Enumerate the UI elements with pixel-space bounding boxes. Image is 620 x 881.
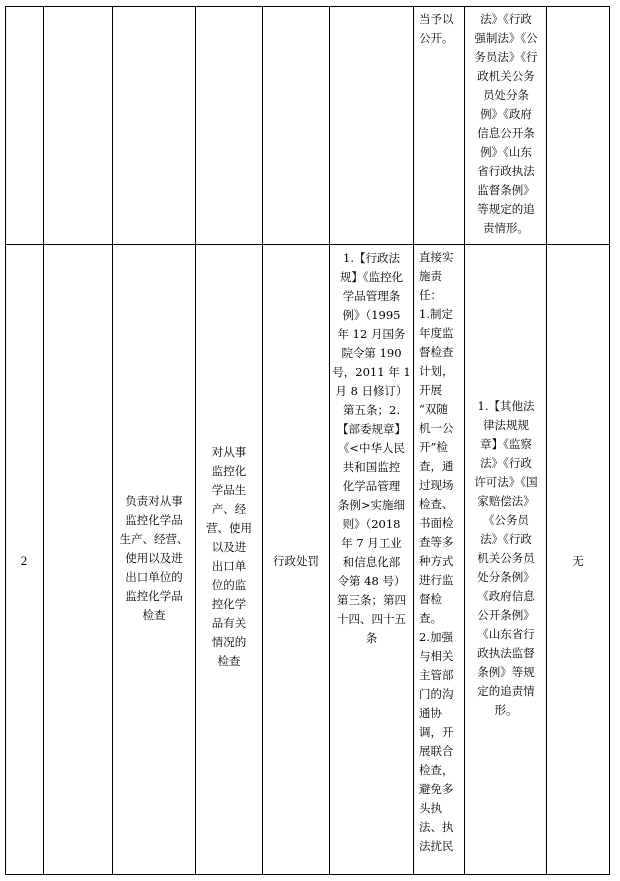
col-border-3 bbox=[195, 6, 196, 875]
top-row-public-cell: 当予以 公开。 bbox=[419, 12, 454, 45]
matter-cell: 对从事 监控化 学品生 产、经 营、使用 以及进 出口单 位的监 控化学 品有关 情况的 检查 bbox=[206, 445, 252, 668]
remark-cell: 无 bbox=[572, 554, 584, 568]
responsibility-cell: 直接实 施责 任： 1.制定 年度监 督检查 计划， 开展 “双随 机一公 开”检 查，通 过现场 检查、 书面检 查等多 种方式 进行监 督检 查。 2.加强 与相关 主管部 门的沟 通协 调，开 展联合 检查， 避免多 头执 法、执 法扰民 bbox=[419, 250, 454, 853]
category-cell: 行政处罚 bbox=[273, 554, 319, 568]
col-border-0 bbox=[5, 6, 6, 875]
col-border-1 bbox=[43, 6, 44, 875]
table-bottom-border bbox=[5, 874, 609, 875]
col-border-7 bbox=[464, 6, 465, 875]
duty-cell: 负责对从事 监控化学品 生产、经营、 使用以及进 出口单位的 监控化学品 检查 bbox=[119, 494, 189, 622]
col-border-6 bbox=[413, 6, 414, 875]
table-top-border bbox=[5, 6, 609, 7]
col-border-9 bbox=[609, 6, 610, 875]
row-index: 2 bbox=[20, 553, 28, 568]
top-row-liability-cell: 法》《行政 强制法》《公 务员法》《行 政机关公务 员处分条 例》《政府 信息公开条 例》《山东 省行政执法 监督条例》 等规定的追 责情形。 bbox=[474, 12, 538, 235]
row-divider bbox=[5, 244, 609, 245]
col-border-8 bbox=[546, 6, 547, 875]
basis-cell: 1.【行政法 规】《监控化 学品管理条 例》（1995 年 12 月国务 院令第 190 号，2011 年 1 月 8 日修订） 第五条；2. 【部委规章】 《<中华人民 共和国监控 化学品管理 条例>实施细 则》（2018 年 7 月工业 和信息化部 令第 48 号） 第三条；第四 十四、四十五 条 bbox=[332, 251, 411, 645]
col-border-4 bbox=[262, 6, 263, 875]
col-border-2 bbox=[112, 6, 113, 875]
liability-cell: 1.【其他法 律法规规 章】《监察 法》《行政 许可法》《国 家赔偿法》 《公务员 法》《行政 机关公务员 处分条例》 《政府信息 公开条例》 《山东省行 政执法监督 条例》等规 定的追责情 形。 bbox=[474, 399, 538, 717]
